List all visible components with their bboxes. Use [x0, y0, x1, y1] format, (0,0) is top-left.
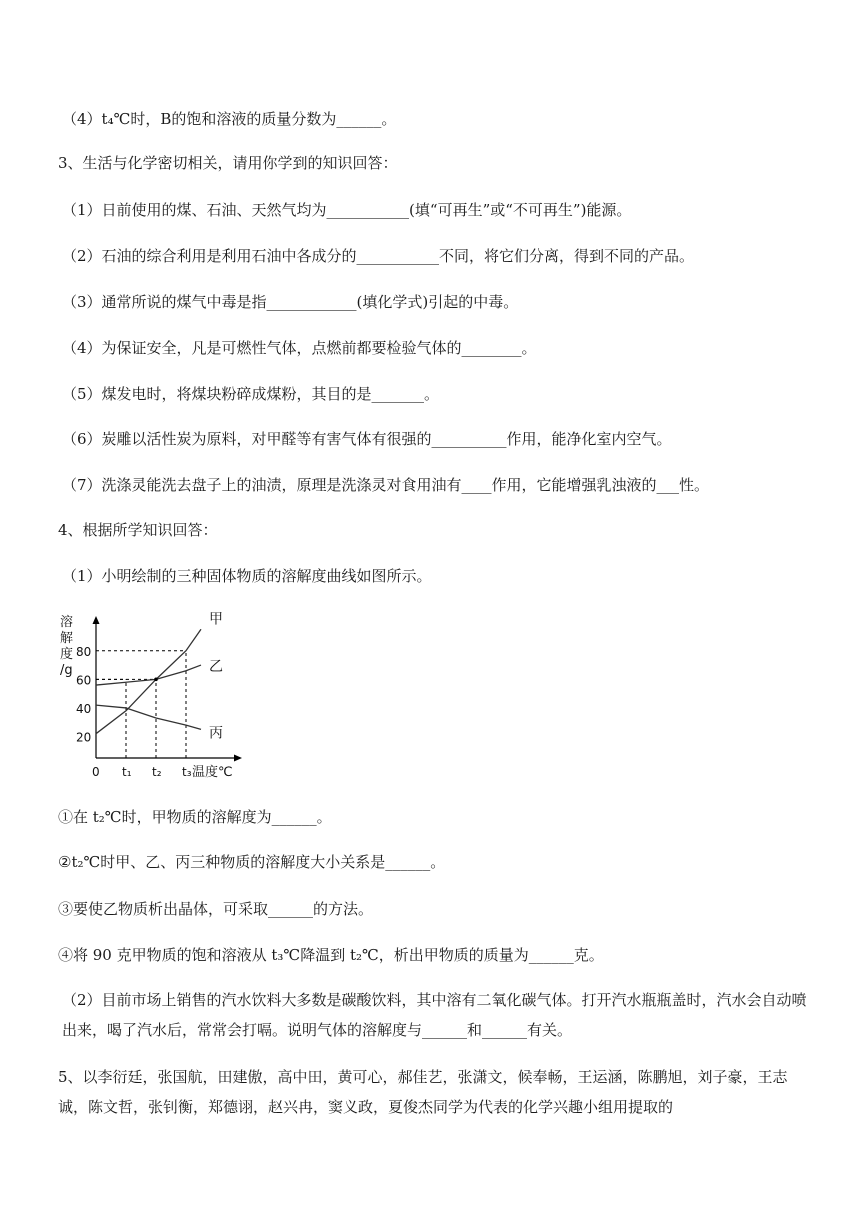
text-line-10: 4、根据所学知识回答：: [58, 521, 218, 539]
series-label: 乙: [209, 659, 223, 676]
text-line-1: （4）t₄℃时，B的饱和溶液的质量分数为______。: [62, 110, 397, 128]
x-tick-label: t₂: [152, 765, 162, 779]
text-line-5: （3）通常所说的煤气中毒是指____________(填化学式)引起的中毒。: [62, 293, 519, 311]
question-3: ③要使乙物质析出晶体，可采取______的方法。: [58, 900, 374, 918]
x-axis-arrow: [234, 755, 242, 762]
paragraph-2: （2）目前市场上销售的汽水饮料大多数是碳酸饮料，其中溶有二氧化碳气体。打开汽水瓶瓶盖时，汽水会自动喷出来，喝了汽水后，常常会打嗝。说明气体的溶解度与______和______有关。: [62, 991, 807, 1039]
text-line-6: （4）为保证安全，凡是可燃性气体，点燃前都要检验气体的________。: [62, 339, 537, 357]
text-line-3: （1）日前使用的煤、石油、天然气均为___________(填“可再生”或“不可再生”)能源。: [62, 201, 632, 219]
text-line-8: （6）炭雕以活性炭为原料，对甲醛等有害气体有很强的__________作用，能净化室内空气。: [62, 430, 672, 448]
series-label: 甲: [209, 611, 223, 628]
y-tick-label: 80: [76, 644, 92, 659]
y-tick-label: 40: [76, 701, 92, 716]
series-curve-1: [96, 629, 201, 733]
ylabel-1: 溶: [60, 615, 74, 630]
series-curve-2: [96, 665, 201, 685]
x-tick-label: 0: [92, 765, 100, 779]
ylabel-4: /g: [60, 663, 73, 678]
solubility-chart: [58, 610, 258, 782]
text-line-2: 3、生活与化学密切相关，请用你学到的知识回答：: [58, 154, 398, 172]
text-line-4: （2）石油的综合利用是利用石油中各成分的___________不同，将它们分离，得到不同的产品。: [62, 247, 695, 265]
series-label: 丙: [209, 725, 223, 742]
ylabel-3: 度: [60, 647, 74, 662]
y-tick-label: 60: [76, 673, 92, 688]
y-axis-arrow: [93, 616, 100, 624]
question-2: ②t₂℃时甲、乙、丙三种物质的溶解度大小关系是______。: [58, 853, 446, 871]
y-tick-label: 20: [76, 730, 92, 745]
ylabel-2: 解: [60, 631, 74, 646]
text-line-11: （1）小明绘制的三种固体物质的溶解度曲线如图所示。: [62, 567, 432, 585]
x-tick-label: t₃: [182, 765, 192, 779]
x-tick-label: t₁: [122, 765, 132, 779]
question-4: ④将 90 克甲物质的饱和溶液从 t₃℃降温到 t₂℃，析出甲物质的质量为______克。: [58, 946, 604, 964]
text-line-9: （7）洗涤灵能洗去盘子上的油渍，原理是洗涤灵对食用油有____作用，它能增强乳浊液的___性。: [62, 476, 710, 494]
xlabel: 温度℃: [192, 765, 233, 780]
intersection-point: [154, 678, 158, 682]
text-line-7: （5）煤发电时，将煤块粉碎成煤粉，其目的是_______。: [62, 385, 440, 403]
series-curve-3: [96, 705, 201, 729]
question-1: ①在 t₂℃时，甲物质的溶解度为______。: [58, 808, 332, 826]
paragraph-5: 5、以李衍廷，张国航，田建傲，高中田，黄可心，郝佳艺，张潇文，候奉畅，王运涵，陈鹏旭，刘子豪，王志诚，陈文哲，张钊衡，郑德诩，赵兴冉，窦义政，夏俊杰同学为代表的化学兴趣小组用提取的: [58, 1068, 788, 1116]
